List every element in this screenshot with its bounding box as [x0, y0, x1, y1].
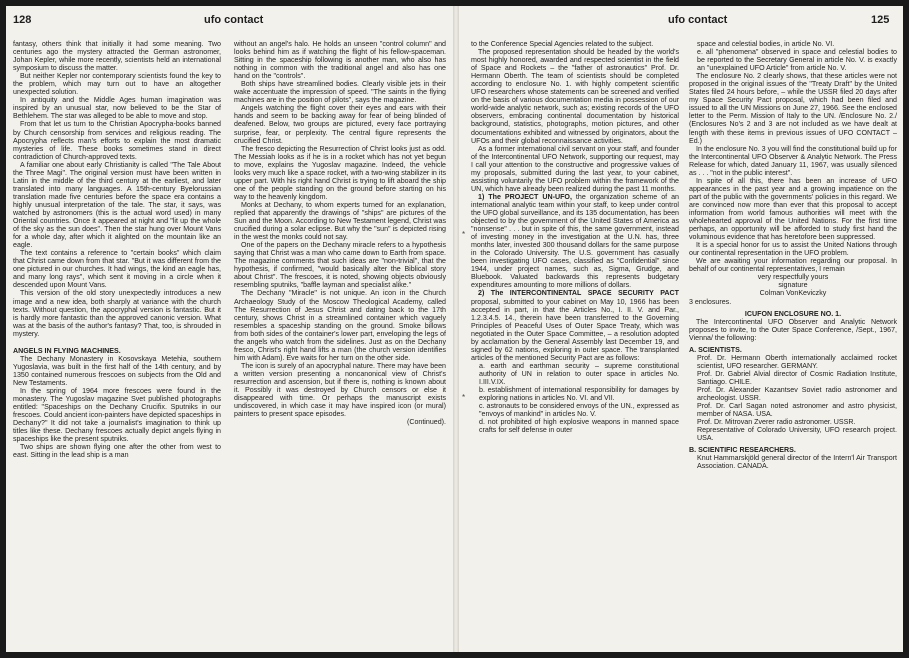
list-item: Prof. Dr. Hermann Oberth internationally acclaimed rocket scientist, UFO researcher. GERMANY. — [697, 353, 897, 370]
right-running-header: ufo contact — [668, 14, 728, 26]
paragraph: As a former international civil servant on your staff, and founder of the Intercontinental UFO Network, supporting our request, may I call your attention to the constructive and progressive values of my proposals, submitted during the last year, to your cabinet, assisting voluntarily the UFO problem within the framework of the UN, which have already been realized during the past 11 months. — [471, 144, 679, 193]
paragraph: Both ships have streamlined bodies. Clearly visible jets in their wake accentuate the impression of speed. "The saints in the flying machines are in the position of pilots", says the magazine. — [234, 80, 446, 105]
closing-line: very respectfully yours — [757, 273, 829, 282]
paragraph: In the enclosure No. 3 you will find the constitutional build up for the Intercontinental UFO Observer & Analytic Network. The Press Release for which, dated January 11, 1967, was usually silenced as . . . "not in the public interest". — [689, 144, 897, 177]
paragraph — [471, 193, 679, 290]
paragraph: Monks at Dechany, to whom experts turned for an explanation, replied that apparently the drawings of "ships" are pictures of the Sun and the Moon. According to New Testament legend, Christ was crucified during a solar eclipse. But why the "sun" is depicted rising in the west the monks could not say. — [234, 200, 446, 242]
pact-title: 2) The INTERCONTINENTAL SPACE SECURITY PACT — [478, 289, 679, 298]
project-text: the organization scheme of an international analytic team within your staff, to keep under control the UFO global surveillance, and its 135 documentation, has been objected to by the government of the United States of America as "nonsense" . . . but in spite of this, the same government, instead of investing money in the investigation at the U.N. has, three months later, invested 300 thousand dollars for the same purpose in the Colorado University. The U.S. government has casually been investigating UFO cases, classified as "Confidential" since 1944, under project names, such as, Sigma, Grudge, and Bluebook. Valuated backwards this represents budgetary expenditures amounting to more millions of dollars. — [471, 192, 679, 290]
paragraph: But neither Kepler nor contemporary scientists found the key to the problem, which may turn out to have an altogether unexpected solution. — [13, 72, 221, 97]
paragraph: The enclosure No. 2 clearly shows, that these articles were not proposed in the original issues of the "Treaty Draft" by the United States filed 24 hours before, – while the USSR filed 20 days after my Space Security Pact proposal, which had been filed and issued to all the UN Missions on June 27, 1966. See the enclosed letter to the Perm. Mission of Italy to the UN. /Enclosure No. 2./ (Enclosures No's 2 and 3 are not included as we have dealt at length with these items in previous issues of UFO CONTACT – Ed.) — [689, 72, 897, 145]
signatory-name: Colman VonKeviczky — [759, 289, 827, 298]
enclosures-note: 3 enclosures. — [689, 297, 732, 306]
paragraph: From that let us turn to the Christian Apocrypha-books banned by Church censorship from services and religious reading. The Apocrypha reflects man's efforts to explain the most dramatic mysteries of life. These books sometimes stand in direct contradiction of Church-approved texts. — [13, 120, 221, 161]
right-page-number: 125 — [871, 14, 890, 26]
pact-text: proposal, submitted to your cabinet on May 10, 1966 has been accepted in part, in that the Articles No., I. II. V. and Par., 1.2.3.4.5. 14., therein have been transferred to the Governing Principles of Peaceful Uses of Outer Space Treaty, which was negotiated in the Outer Space Committee, – a resolution adopted by acclamation by the General Assembly last December 19, and signed by 62 nations, exploring in outer space. The transplanted articles of the mentioned Security Pact are as follows: — [471, 297, 679, 362]
margin-mark: * — [462, 230, 466, 239]
paragraph: to the Conference Special Agencies related to the subject. — [471, 40, 654, 48]
margin-mark: * — [462, 393, 466, 402]
enclosure-title: ICUFON ENCLOSURE NO. 1. — [744, 309, 842, 318]
paragraph: The text contains a reference to "certain books" which claim that Christ came down from that star. "But it was different from the one pictured in our churches. It had wings, the kind an eagle has, and many long rays", which sent it moving in a circle when it descended upon Mount Vans. — [13, 249, 221, 290]
list-item: Representative of Colorado University, UFO research project. USA. — [697, 426, 897, 443]
paragraph: In antiquity and the Middle Ages human imagination was inspired by an unusual star, now believed to be the Star of Bethlehem. The star was alleged to be able to move and stop. — [13, 96, 221, 121]
right-column-2 — [689, 40, 897, 650]
left-column-2 — [234, 40, 446, 650]
paragraph: In spite of all this, there has been an increase of UFO appearances in the past year and a growing impatience on the part of the public with the governments' policies in this regard. We are convinced now more than ever that this proposal to accept information from world famous authorities will meet with the wholehearted approval of the United Nations. For the first time perhaps, an opportunity will be afforded to study first hand the voluminous evidence that has heretofore been suppressed. — [689, 176, 897, 242]
continued-note: (Continued). — [406, 418, 446, 427]
paragraph: One of the papers on the Dechany miracle refers to a hypothesis saying that Christ was a man who came down to Earth from space. The magazine comments that such ideas are "non-trivial", that the hypothesis, if confirmed, "would basically alter the Biblical story about Christ". The frescoes, it is noted, showing objects obviously resembling sputniks, "baffle layman and specialist alike." — [234, 241, 446, 290]
paragraph: fantasy, others think that initially it had some meaning. Two centuries ago the mystery attracted the German astronomer, Johan Kepler, while more recently, scientists held an international symposium to discuss the matter. — [13, 40, 221, 73]
paragraph: Two ships are shown flying one after the other from west to east. Sitting in the lead ship is a man — [13, 443, 221, 460]
section-heading: A. SCIENTISTS. — [689, 345, 742, 354]
list-item: Knut Hammarskjöld general director of the Intern'l Air Transport Association. CANADA. — [697, 454, 897, 471]
paragraph: The Intercontinental UFO Observer and Analytic Network proposes to invite, to the Outer Space Conference, /Sept., 1967, Vienna/ the following: — [689, 317, 897, 342]
left-page-number: 128 — [13, 14, 32, 26]
right-column-1 — [471, 40, 679, 650]
list-item: space and celestial bodies, in article No. VI. — [697, 40, 835, 48]
list-item: b. establishment of international responsibility for damages by exploring nations in articles No. VI. and VII. — [479, 386, 679, 403]
list-item: Prof. Dr. Alexander Kazantsev Soviet radio astronomer and archeologist. USSR. — [697, 385, 897, 403]
list-item: d. not prohibited of high explosive weapons in manned space crafts for self defense in outer — [479, 418, 679, 435]
paragraph: In the spring of 1964 more frescoes were found in the monastery. The Yugoslav magazine Svet published photographs entitled: "Spaceships on the Dechany Crucifix. Sputniks in our frescoes. Could ancient icon-painters have depicted spaceships in Dechany?" It did not take a journalist's imagination to think up titles like these. Dechany frescoes actually depict angels flying in spaceships like the present sputniks. — [13, 386, 221, 444]
list-item: a. earth and earthman security – supreme constitutional authority of UN in relation to outer space in articles No. I.III.V.IX. — [479, 361, 679, 386]
paragraph: It is a special honor for us to assist the United Nations through our continental representation in the UFO problem. — [689, 241, 897, 258]
book-spread — [6, 6, 903, 652]
paragraph: The icon is surely of an apocryphal nature. There may have been a written version presenting a noncanonical view of Christ's resurrection and ascension, but if there is, nothing is known about it. Possibly it was destroyed by Church censors or else it disappeared with time. Or perhaps the manuscript exists undiscovered, in which case it may have inspired icon (or mural) painters to present space episodes. — [234, 361, 446, 419]
paragraph: The proposed representation should be headed by the world's most highly honored, awarded and respected scientist in the field of Space and Rockets – the "father of astronautics" Prof. Dr. Hermann Oberth. The team of scientists should be completed according to enclosure No. 1. with highly competent scientific UFO researchers whose statements can be screened and verified on the basis of various documentation media in possession of our world-wide analytic network, such as; existing records of the UFO observers, embracing continental documentation by historical background, statistics, photographs, motion pictures, and other documentations exhibited and witnessed by originators, about the UFOs and their global reconnaissance activities. — [471, 48, 679, 145]
closing-line: signature — [778, 281, 808, 290]
paragraph: The fresco depicting the Resurrection of Christ looks just as odd. The Messiah looks as if he is in a rocket which has not yet begun to move, explains the Yugoslav magazine. Indeed, the vehicle looks very much like a space rocket, with a two-wing stabilizer in its upper part. With his right hand Christ is trying to lift aboard the ship one of the people standing on the ground before starting on his way to the heavenly kingdom. — [234, 144, 446, 201]
paragraph — [471, 289, 679, 361]
paragraph: The Dechany Monastery in Kosovskaya Metehia, southern Yugoslavia, was built in the first half of the 14th century, and by 1350 contained numerous frescoes on subjects from the Old and New Testaments. — [13, 354, 221, 387]
list-item: c. astronauts to be considered envoys of the UN., expressed as "envoys of mankind" in articles No. V. — [479, 402, 679, 419]
paragraph: without an angel's halo. He holds an unseen "control column" and looks behind him as if watching the flight of his fellow-spaceman. Sitting in the spaceship following is another man, who also has nothing in common with the traditional angel and also has one hand on the "controls". — [234, 40, 446, 81]
list-item: Prof. Dr. Mitrovan Zverer radio astronomer. USSR. — [697, 418, 856, 427]
left-column-1 — [13, 40, 221, 650]
paragraph: A familiar one about early Christianity is called "The Tale About the Three Magi". The original version must have been written in Latin in the middle of the third century at the earliest, and later translated into many languages. A 15th-century Byelorussian translation made five centuries before the space era contains a highly unusual interpretation of the tale. The star, it says, was watched by astronomers (this is the actual word used) in many Oriental countries. Once it appeared at night and "lit up the whole of the sky as the sun does". Then the star hung over Mount Vans for a whole day, after which it alighted on the mountain like an eagle. — [13, 160, 221, 250]
section-heading: B. SCIENTIFIC RESEARCHERS. — [689, 446, 796, 455]
section-heading: ANGELS IN FLYING MACHINES. — [13, 346, 121, 355]
project-title: 1) The PROJECT UN-UFO, — [478, 192, 572, 201]
list-item: Prof. Dr. Gabriel Alvial director of Cosmic Radiation Institute, Santiago. CHILE. — [697, 369, 897, 386]
left-page — [6, 6, 453, 652]
list-item: Prof. Dr. Carl Sagan noted astronomer and astro physicist, member of NASA. USA. — [697, 402, 897, 419]
list-item: e. all "phenomena" observed in space and celestial bodies to be reported to the Secretary General in article No. V. is exactly an "unexplained UFO Article" from article No. V. — [697, 48, 897, 73]
left-running-header: ufo contact — [204, 14, 264, 26]
paragraph: We are awaiting your information regarding our proposal. In behalf of our continental representatives, I remain — [689, 257, 897, 274]
right-page — [459, 6, 903, 652]
paragraph: Angels watching the flight cover their eyes and ears with their hands and seem to be backing away for fear of being blinded of deafened. Below, two groups are pictured, every face portraying surprise, fear, or perplexity. The central figure represents the crucified Christ. — [234, 104, 446, 145]
paragraph: This version of the old story unexpectedly introduces a new image and a new idea, both sharply at variance with the church texts. Without question, the apocryphal version is fantastic. But it is hardly more fantastic than the approved canonic version. What was at the basis of the author's fantasy? That, too, is shrouded in mystery. — [13, 289, 221, 338]
paragraph: The Dechany "Miracle" is not unique. An icon in the Church Archaeology Study of the Moscow Theological Academy, called The Resurrection of Jesus Christ and dating back to the 17th century, shows Christ in a streamlined container which vaguely resembles a spaceship standing on the ground. Smoke billows from both sides of the container's lower part, enveloping the legs of the angels who watch from the sidelines. Just as on the Dechany fresco, Christ's right hand lifts a man (the church version identifies him with Adam). Eve waits for her turn on the other side. — [234, 289, 446, 362]
